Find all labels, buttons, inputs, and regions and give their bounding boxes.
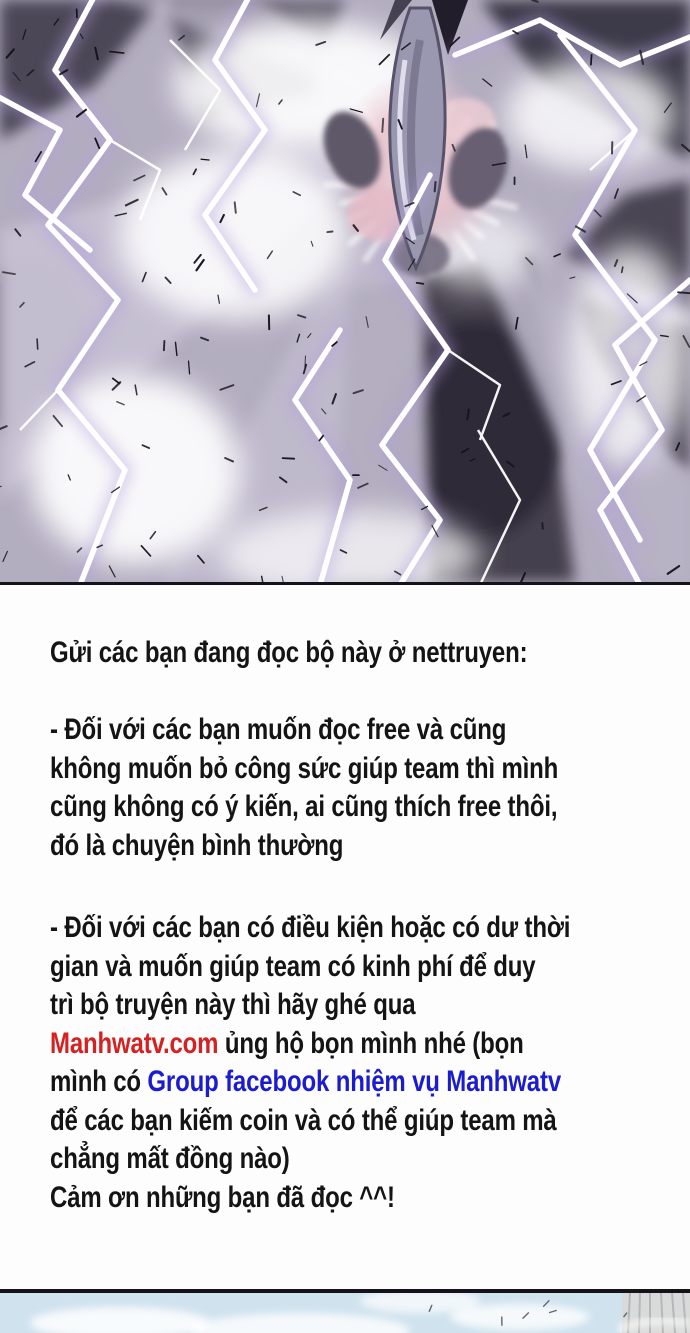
note-line: gian và muốn giúp team có kinh phí để duy [50, 949, 536, 983]
note-line: cũng không có ý kiến, ai cũng thích free thôi, [50, 790, 558, 823]
note-line-text: mình có [50, 1065, 148, 1098]
note-closing: Cảm ơn những bạn đã đọc ^^! [50, 1180, 395, 1214]
sky-clouds-illustration [0, 1293, 690, 1333]
lightning-burst-illustration [0, 0, 690, 582]
note-line: chẳng mất đồng nào) [50, 1142, 290, 1175]
note-heading: Gửi các bạn đang đọc bộ này ở nettruyen: [50, 636, 528, 669]
note-line: - Đối với các bạn muốn đọc free và cũng [50, 713, 507, 746]
note-line: - Đối với các bạn có điều kiện hoặc có dư thời [50, 911, 571, 944]
next-panel-sky-strip [0, 1289, 690, 1333]
manhwatv-link[interactable]: Manhwatv.com [50, 1026, 219, 1060]
translator-note [50, 634, 690, 1217]
note-line: không muốn bỏ công sức giúp team thì mình [50, 751, 559, 785]
comic-art-panel [0, 0, 690, 585]
note-line: để các bạn kiếm coin và có thể giúp team mà [50, 1103, 557, 1137]
facebook-group-link[interactable]: Group facebook nhiệm vụ Manhwatv [147, 1065, 562, 1098]
note-line [50, 1025, 690, 1064]
note-paragraph-support-team [50, 909, 690, 1217]
note-line: trì bộ truyện này thì hãy ghé qua [50, 988, 416, 1021]
note-line: đó là chuyện bình thường [50, 828, 344, 862]
note-line-text: ủng hộ bọn mình nhé (bọn [218, 1026, 524, 1060]
note-line [50, 1063, 690, 1102]
note-paragraph-free-readers [50, 711, 690, 865]
